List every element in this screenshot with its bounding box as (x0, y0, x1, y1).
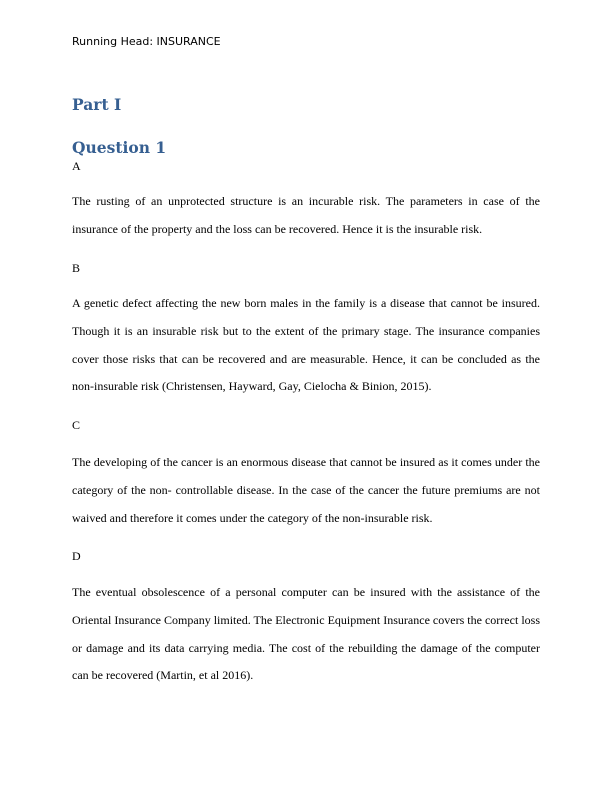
paragraph-line: cover those risks that can be recovered and are measurable. Hence, it can be concluded as the (72, 351, 540, 366)
running-head: Running Head: INSURANCE (72, 35, 221, 48)
paragraph-line: The eventual obsolescence of a personal computer can be insured with the assistance of the (72, 585, 540, 599)
paragraph-line: insurance of the property and the loss can be recovered. Hence it is the insurable risk. (72, 221, 483, 236)
paragraph-line: non-insurable risk (Christensen, Hayward, Gay, Cielocha & Binion, 2015). (72, 379, 432, 394)
section-d-letter: D (72, 549, 81, 563)
paragraph-line: The rusting of an unprotected structure is an incurable risk. The parameters in case of the (72, 194, 540, 208)
paragraph-line: Though it is an insurable risk but to the extent of the primary stage. The insurance companies (72, 323, 540, 338)
section-c-paragraph (72, 449, 540, 532)
part-heading: Part I (72, 95, 122, 114)
section-a-letter: A (72, 159, 81, 173)
section-b-paragraph (72, 290, 540, 401)
paragraph-line: or damage and its data carrying media. The cost of the rebuilding the damage of the computer (72, 640, 540, 655)
paragraph-line: Oriental Insurance Company limited. The Electronic Equipment Insurance covers the correct loss (72, 612, 540, 627)
section-c-letter: C (72, 418, 81, 432)
section-d-paragraph (72, 579, 540, 690)
paragraph-line: can be recovered (Martin, et al 2016). (72, 668, 254, 683)
paragraph-line: waived and therefore it comes under the category of the non-insurable risk. (72, 510, 433, 525)
question-heading: Question 1 (72, 138, 167, 157)
paragraph-line: category of the non- controllable disease. In the case of the cancer the future premiums are not (72, 482, 540, 497)
section-b-letter: B (72, 261, 81, 275)
paragraph-line: A genetic defect affecting the new born males in the family is a disease that cannot be insured. (72, 296, 540, 310)
paragraph-line: The developing of the cancer is an enormous disease that cannot be insured as it comes under the (72, 455, 540, 469)
section-a-paragraph (72, 188, 540, 244)
